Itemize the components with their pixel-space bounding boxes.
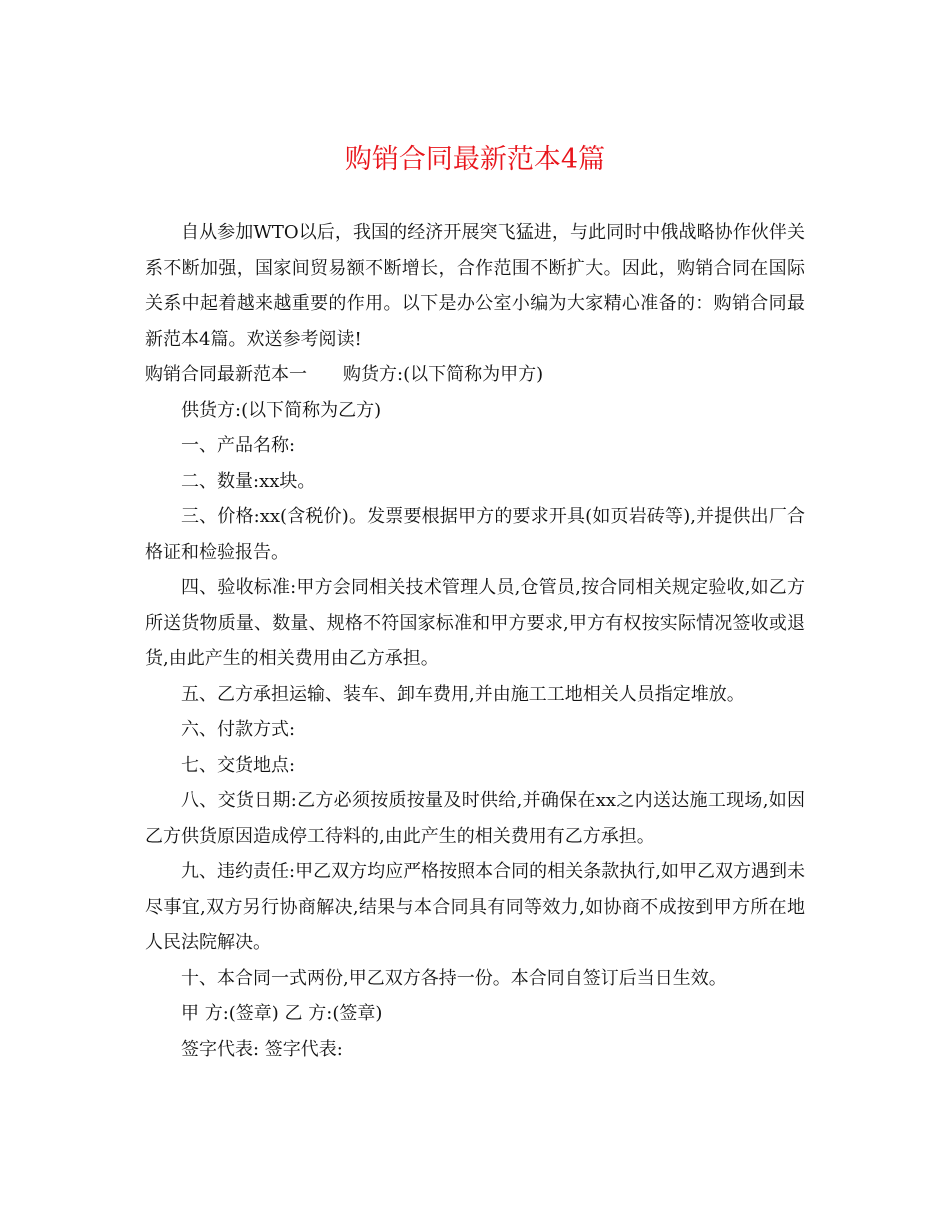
clause-paragraph: 一、产品名称: <box>181 435 296 456</box>
clause-paragraph: 八、交货日期:乙方必须按质按量及时供给,并确保在xx之内送达施工现场,如因乙方供货原因造成停工待料的,由此产生的相关费用有乙方承担。 <box>145 790 805 847</box>
representative-line: 签字代表: 签字代表: <box>181 1038 343 1060</box>
clause-paragraph: 九、违约责任:甲乙双方均应严格按照本合同的相关条款执行,如甲乙双方遇到未尽事宜,双方另行协商解决,结果与本合同具有同等效力,如协商不成按到甲方所在地人民法院解决。 <box>145 861 805 953</box>
document-body <box>145 215 805 1067</box>
clause-paragraph: 六、付款方式: <box>181 719 296 740</box>
clause-paragraph: 四、验收标准:甲方会同相关技术管理人员,仓管员,按合同相关规定验收,如乙方所送货物质量、数量、规格不符国家标准和甲方要求,甲方有权按实际情况签收或退货,由此产生的相关费用由乙方承担。 <box>145 577 805 669</box>
clause-paragraph: 三、价格:xx(含税价)。发票要根据甲方的要求开具(如页岩砖等),并提供出厂合格证和检验报告。 <box>145 506 805 563</box>
intro-paragraph: 自从参加WTO以后，我国的经济开展突飞猛进，与此同时中俄战略协作伙伴关系不断加强，国家间贸易额不断增长，合作范围不断扩大。因此，购销合同在国际关系中起着越来越重要的作用。以下是办公室小编为大家精心准备的：购销合同最新范本4篇。欢送参考阅读! <box>145 222 805 350</box>
clause-paragraph: 十、本合同一式两份,甲乙双方各持一份。本合同自签订后当日生效。 <box>181 967 727 989</box>
document-title: 购销合同最新范本4篇 <box>344 144 606 175</box>
supplier-line: 供货方:(以下简称为乙方) <box>181 399 382 421</box>
clause-paragraph: 五、乙方承担运输、装车、卸车费用,并由施工工地相关人员指定堆放。 <box>181 683 745 705</box>
section-heading-line <box>145 357 805 393</box>
buyer-line: 购货方:(以下简称为甲方) <box>343 364 544 385</box>
signature-line: 甲 方:(签章) 乙 方:(签章) <box>181 1003 383 1024</box>
clause-paragraph: 二、数量:xx块。 <box>181 470 316 492</box>
section-heading: 购销合同最新范本一 <box>145 364 307 385</box>
clause-paragraph: 七、交货地点: <box>181 754 296 776</box>
